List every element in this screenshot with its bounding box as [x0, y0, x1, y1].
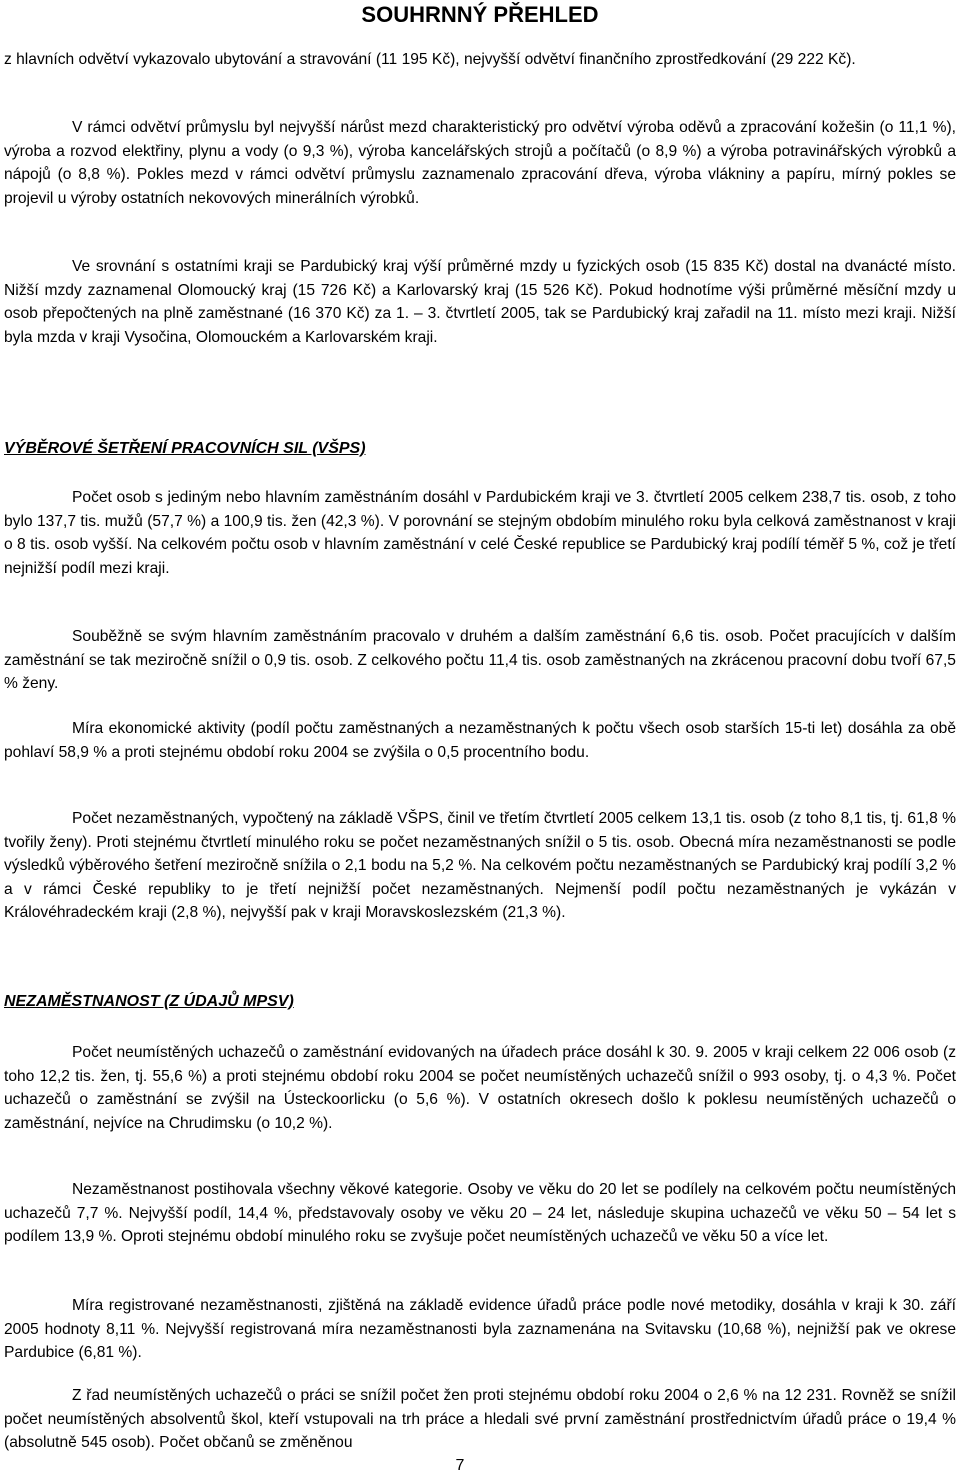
intro-paragraph-industry-wages: V rámci odvětví průmyslu byl nejvyšší nárůst mezd charakteristický pro odvětví výroba oděvů a zpracování kožešin (o 11,1 %), výroba a rozvod elektřiny, plynu a vody (o 9,3 %), výroba kancelářských strojů a počítačů (o 8,9 %) a výroba potravinářských výrobků a nápojů (o 8,8 %). Pokles mezd v rámci odvětví průmyslu zaznamenalo zpracování dřeva, výroba vlákniny a papíru, mírný pokles se projevil u výroby ostatních nekovových minerálních výrobků.: [4, 119, 956, 207]
vsps-paragraph-employment: Počet osob s jediným nebo hlavním zaměstnáním dosáhl v Pardubickém kraji ve 3. čtvrtletí 2005 celkem 238,7 tis. osob, z toho bylo 137,7 tis. mužů (57,7 %) a 100,9 tis. žen (42,3 %). V porovnání se stejným obdobím minulého roku byla celková zaměstnanost v kraji o 8 tis. osob vyšší. Na celkovém počtu osob v hlavním zaměstnání v celé České republice se Pardubický kraj podílí téměř 5 %, což je třetí nejnižší podíl mezi kraji.: [4, 489, 956, 577]
mpsv-paragraph-women-graduates: Z řad neumístěných uchazečů o práci se snížil počet žen proti stejnému období roku 2004 o 2,6 % na 12 231. Rovněž se snížil počet neumístěných absolventů škol, kteří vstupovali na trh práce a hledali své první zaměstnání prostřednictvím úřadů práce o 19,4 % (absolutně 545 osob). Počet občanů se změněnou: [4, 1387, 956, 1451]
mpsv-paragraph-age-groups: Nezaměstnanost postihovala všechny věkové kategorie. Osoby ve věku do 20 let se podílely na celkovém počtu neumístěných uchazečů 7,7 %. Nejvyšší podíl, 14,4 %, představovaly osoby ve věku 20 – 24 let, následuje skupina uchazečů ve věku 50 – 54 let s podílem 13,9 %. Oproti stejnému období minulého roku se zvyšuje počet neumístěných uchazečů ve věku 50 a více let.: [4, 1181, 956, 1245]
page-title: SOUHRNNÝ PŘEHLED: [361, 2, 599, 27]
vsps-paragraph-activity-rate: Míra ekonomické aktivity (podíl počtu zaměstnaných a nezaměstnaných k počtu všech osob starších 15-ti let) dosáhla za obě pohlaví 58,9 % a proti stejnému období roku 2004 se zvýšila o 0,5 procentního bodu.: [4, 720, 956, 761]
intro-paragraph-regional-comparison: Ve srovnání s ostatními kraji se Pardubický kraj výší průměrné mzdy u fyzických osob (15 835 Kč) dostal na dvanácté místo. Nižší mzdy zaznamenal Olomoucký kraj (15 726 Kč) a Karlovarský kraj (15 526 Kč). Pokud hodnotíme výši průměrné měsíční mzdy u osob přepočtených na plně zaměstnané (16 370 Kč) za 1. – 3. čtvrtletí 2005, tak se Pardubický kraj zařadil na 11. místo mezi kraji. Nižší byla mzda v kraji Vysočina, Olomouckém a Karlovarském kraji.: [4, 258, 956, 346]
page-number: 7: [455, 1457, 465, 1474]
mpsv-paragraph-job-seekers: Počet neumístěných uchazečů o zaměstnání evidovaných na úřadech práce dosáhl k 30. 9. 2005 v kraji celkem 22 006 osob (z toho 12,2 tis. žen, tj. 55,6 %) a proti stejnému období roku 2004 se počet neumístěných uchazečů snížil o 993 osoby, tj. o 4,3 %. Počet uchazečů o zaměstnání se zvýšil na Ústeckoorlicku (o 5,6 %). V ostatních okresech došlo k poklesu neumístěných uchazečů o zaměstnání, nejvíce na Chrudimsku (o 10,2 %).: [4, 1044, 956, 1132]
mpsv-paragraph-registered-rate: Míra registrované nezaměstnanosti, zjištěná na základě evidence úřadů práce podle nové metodiky, dosáhla v kraji k 30. září 2005 hodnoty 8,11 %. Nejvyšší registrovaná míra nezaměstnanosti byla zaznamenána na Svitavsku (10,68 %), nejnižší pak ve okrese Pardubice (6,81 %).: [4, 1297, 956, 1361]
section-heading-vsps: VÝBĚROVÉ ŠETŘENÍ PRACOVNÍCH SIL (VŠPS): [4, 440, 366, 457]
vsps-paragraph-secondary-jobs: Souběžně se svým hlavním zaměstnáním pracovalo v druhém a dalším zaměstnání 6,6 tis. osob. Počet pracujících v dalším zaměstnání se tak meziročně snížil o 0,9 tis. osob. Z celkového počtu 11,4 tis. osob zaměstnaných na zkrácenou pracovní dobu tvoří 67,5 % ženy.: [4, 628, 956, 692]
vsps-paragraph-unemployment: Počet nezaměstnaných, vypočtený na základě VŠPS, činil ve třetím čtvrtletí 2005 celkem 13,1 tis. osob (z toho 8,1 tis, tj. 61,8 % tvořily ženy). Proti stejnému čtvrtletí minulého roku se počet nezaměstnaných snížil o 5 tis. osob. Obecná míra nezaměstnanosti se podle výsledků výběrového šetření meziročně snížila o 2,1 bodu na 5,2 %. Na celkovém počtu nezaměstnaných se Pardubický kraj podílí 3,2 % a v rámci České republiky to je třetí nejnižší počet nezaměstnaných. Nejmenší podíl počtu nezaměstnaných je vykázán v Královéhradeckém kraji (2,8 %), nejvyšší pak v kraji Moravskoslezském (21,3 %).: [4, 810, 956, 921]
intro-paragraph-wage-sectors: z hlavních odvětví vykazovalo ubytování a stravování (11 195 Kč), nejvyšší odvětví finančního zprostředkování (29 222 Kč).: [4, 51, 856, 68]
section-heading-mpsv: NEZAMĚSTNANOST (Z ÚDAJŮ MPSV): [4, 993, 294, 1010]
